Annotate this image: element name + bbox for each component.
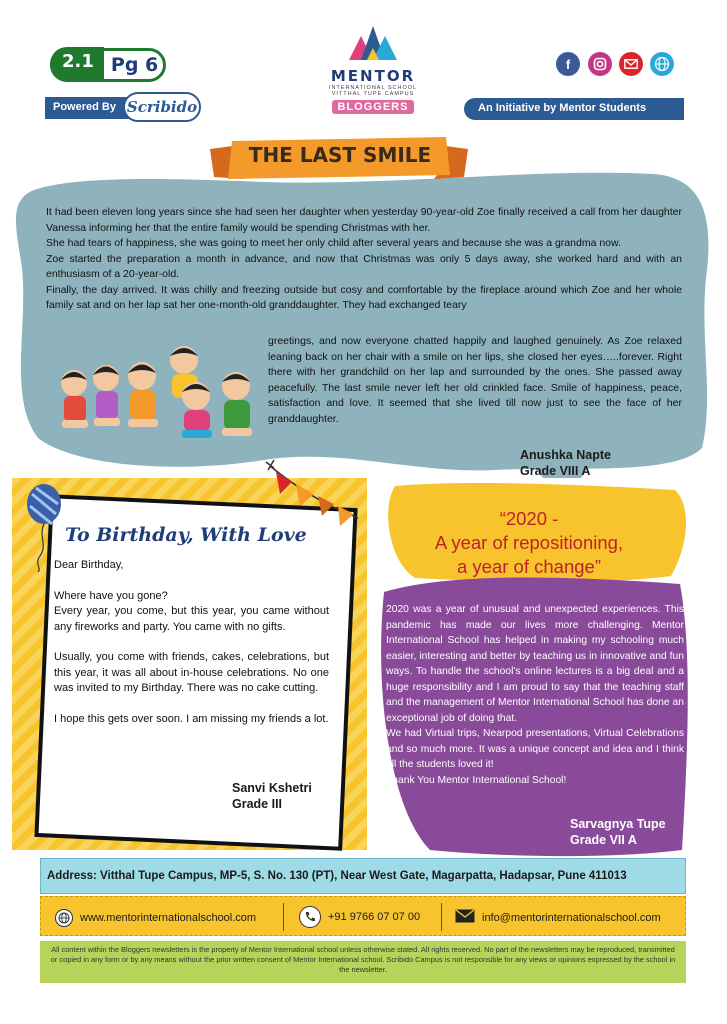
- birthday-grade: Grade III: [232, 797, 283, 811]
- phone-link[interactable]: [299, 906, 420, 928]
- address-bar: Address: Vitthal Tupe Campus, MP-5, S. No. 130 (PT), Near West Gate, Magarpatta, Hadapsar, Pune 411013: [40, 858, 686, 894]
- envelope-icon: [455, 909, 475, 926]
- birthday-author: Sanvi Kshetri: [232, 781, 312, 795]
- 2020-paragraph: We had Virtual trips, Nearpod presentations, Virtual Celebrations and so much more. It was a unique concept and idea and I think all the students loved it!: [386, 728, 684, 770]
- phone-icon: [299, 906, 321, 928]
- story-title: THE LAST SMILE: [248, 143, 432, 167]
- 2020-paragraph: 2020 was a year of unusual and unexpected experiences. This pandemic has made our lives more challenging. Mentor International School has helped in making my schooling much easier, interesting and better by teaching us in innovative and fun ways. To handle the school's online lectures is a big deal and a huge responsibility and I am proud to say that the teaching staff and the management of Mentor International School has done an exceptional job of doing that.: [386, 604, 684, 724]
- instagram-icon[interactable]: [588, 52, 612, 76]
- globe-icon[interactable]: [650, 52, 674, 76]
- 2020-paragraph: Thank You Mentor International School!: [386, 774, 567, 786]
- logo-triangles-icon: [341, 22, 405, 62]
- issue-badge: [50, 48, 166, 82]
- story-paragraph: She had tears of happiness, she was going to meet her only child after several years and because she was a grandma now.: [46, 237, 621, 249]
- scribido-logo: Scribido: [123, 92, 201, 122]
- birthday-title: To Birthday, With Love: [65, 524, 307, 546]
- birthday-paragraph: Every year, you come, but this year, you came without any fireworks and party. You came with no gifts.: [54, 605, 329, 633]
- story-byline: [520, 447, 611, 479]
- story-continued: greetings, and now everyone chatted happily and laughed genuinely. As Zoe relaxed leaning back on her chair with a smile on her lips, she closed her eyes…..forever. Right there with her grandchild on her lap and surrounded by the ones. She passed away peacefully. The last smile never left her old crinkled face. Smile of happiness, peace, satisfaction and love. It seemed that she lived till now just to see the face of her granddaughter.: [268, 335, 682, 425]
- kids-illustration: [44, 338, 264, 448]
- story-author: Anushka Napte: [520, 448, 611, 462]
- birthday-paragraph: Where have you gone?: [54, 589, 168, 602]
- story-body: [46, 205, 682, 314]
- contact-bar: [40, 896, 686, 936]
- globe-icon: [55, 909, 73, 927]
- logo-school-text: INTERNATIONAL SCHOOL: [328, 85, 418, 91]
- email-link[interactable]: [455, 909, 661, 926]
- 2020-byline: [570, 816, 666, 848]
- powered-by-label: Powered By: [53, 101, 116, 113]
- story-paragraph: Finally, the day arrived. It was chilly and freezing outside but cosy and comfortable by the fireplace around which Zoe and her whole family sat and on her lap sat her one-month-old granddaughter. They had exchanged teary: [46, 283, 682, 311]
- 2020-author: Sarvagnya Tupe: [570, 817, 666, 831]
- website-link[interactable]: [55, 909, 256, 927]
- 2020-title: [384, 507, 674, 579]
- logo-mentor-text: MENTOR: [330, 67, 416, 85]
- logo-campus-text: VITTHAL TUPE CAMPUS: [331, 91, 415, 97]
- mail-icon[interactable]: [619, 52, 643, 76]
- story-paragraph: Zoe started the preparation a month in advance, and now that Christmas was only 5 days away, she worked hard and with an enthusiasm of a 20-year-old.: [46, 252, 682, 280]
- birthday-paragraph: Usually, you come with friends, cakes, celebrations, but this year, it was all about in-house celebrations. No one was invited to my Birthday. There was no cake cutting.: [54, 651, 329, 694]
- website-text: www.mentorinternationalschool.com: [80, 912, 257, 924]
- phone-text: +91 9766 07 07 00: [328, 911, 421, 923]
- 2020-title-line: A year of repositioning,: [434, 532, 624, 553]
- disclaimer: All content within the Bloggers newsletters is the property of Mentor International school unless otherwise stated. All rights reserved. No part of the newsletters may be reproduced, transmitted or copied in any form or by any means without the prior written consent of Mentor International school. Scribido Campus is not responsible for any views or opinions expressed by the school in the newsletter.: [40, 941, 686, 983]
- birthday-byline: [232, 780, 312, 812]
- initiative-label: An Initiative by Mentor Students: [478, 102, 647, 114]
- birthday-salutation: Dear Birthday,: [54, 559, 124, 571]
- 2020-body: [386, 602, 684, 788]
- contact-divider: [283, 903, 284, 931]
- 2020-title-line: a year of change”: [457, 556, 601, 577]
- email-text: info@mentorinternationalschool.com: [482, 911, 661, 924]
- birthday-letter: [54, 558, 329, 727]
- birthday-paragraph: I hope this gets over soon. I am missing my friends a lot.: [54, 712, 329, 725]
- facebook-icon[interactable]: f: [556, 52, 580, 76]
- story-paragraph: It had been eleven long years since she had seen her daughter when yesterday 90-year-old Zoe finally received a call from her daughter Vanessa informing her that the entire family would be spending Christmas with her.: [46, 206, 682, 234]
- contact-divider: [441, 903, 442, 931]
- issue-number: 2.1: [50, 47, 104, 81]
- 2020-grade: Grade VII A: [570, 833, 637, 847]
- mentor-bloggers-logo: [318, 22, 428, 122]
- 2020-title-line: “2020 -: [499, 508, 559, 529]
- logo-bloggers-text: BLOGGERS: [332, 100, 415, 114]
- initiative-bar: [464, 98, 684, 120]
- page-number: Pg 6: [110, 54, 159, 76]
- story-grade: Grade VIII A: [520, 464, 591, 478]
